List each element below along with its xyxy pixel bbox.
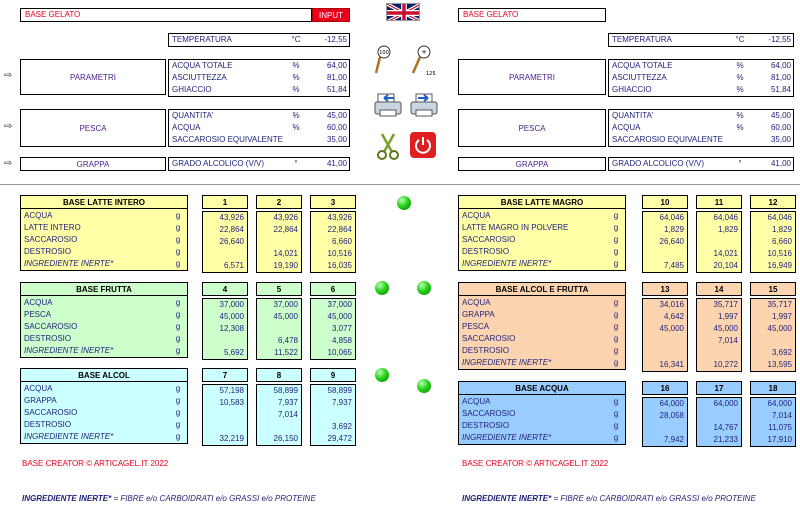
value-cell: 1,829 — [771, 225, 792, 234]
right-title-box: BASE GELATO — [458, 8, 606, 22]
row-unit: g — [613, 346, 619, 355]
value-cell — [257, 236, 301, 248]
value-cell: 14,021 — [273, 249, 298, 258]
left-parametri-box — [168, 59, 350, 97]
value-cell: 10,516 — [327, 249, 352, 258]
value-cell: 34,016 — [659, 300, 684, 309]
value-cell: 58,899 — [327, 386, 352, 395]
section-divider — [0, 184, 800, 185]
block-title: BASE LATTE INTERO — [21, 196, 187, 209]
row-unit: g — [613, 211, 619, 220]
row-label: SACCAROSIO — [462, 409, 516, 418]
block-alcol — [20, 368, 188, 444]
row-label: ACQUA — [462, 298, 491, 307]
row-value: 81,00 — [770, 73, 791, 82]
column-header: 11 — [696, 195, 742, 209]
row-value: 41,00 — [326, 159, 347, 168]
row-value: 45,00 — [770, 111, 791, 120]
value-cell: 57,198 — [219, 386, 244, 395]
value-cell: 7,014 — [771, 411, 792, 420]
value-cell: 45,000 — [219, 312, 244, 321]
row-label: GRAPPA — [24, 396, 57, 405]
row-unit: g — [175, 420, 181, 429]
value-cell: 64,046 — [713, 213, 738, 222]
row-label: ACQUA — [24, 298, 53, 307]
temperatura-unit: °C — [735, 35, 745, 44]
value-cell: 16,949 — [767, 261, 792, 270]
row-label: ACQUA — [24, 384, 53, 393]
row-unit: g — [613, 223, 619, 232]
value-column — [202, 384, 248, 446]
row-label: ACQUA TOTALE — [172, 61, 233, 70]
value-column — [750, 397, 796, 447]
arrow-right-icon: ⇨ — [4, 70, 13, 81]
value-cell: 26,640 — [659, 237, 684, 246]
value-cell: 3,692 — [771, 348, 792, 357]
value-column — [696, 397, 742, 447]
left-pesca-label: PESCA — [20, 109, 166, 147]
green-dot-icon[interactable] — [375, 281, 389, 295]
column-header: 16 — [642, 381, 688, 395]
row-label: SACCAROSIO EQUIVALENTE — [172, 135, 283, 144]
value-cell — [697, 236, 741, 248]
value-cell: 17,910 — [767, 435, 792, 444]
row-unit: g — [175, 334, 181, 343]
left-temperatura-box — [168, 33, 350, 47]
column-header: 17 — [696, 381, 742, 395]
block-frutta — [20, 282, 188, 358]
block-title: BASE ALCOL E FRUTTA — [459, 283, 625, 296]
row-unit: g — [175, 223, 181, 232]
row-unit: g — [175, 235, 181, 244]
row-label: DESTROSIO — [462, 346, 510, 355]
column-header: 4 — [202, 282, 248, 296]
right-temperatura-box — [608, 33, 794, 47]
value-column — [750, 298, 796, 372]
value-cell: 7,014 — [717, 336, 738, 345]
row-label: GHIACCIO — [612, 85, 652, 94]
row-unit: g — [613, 235, 619, 244]
column-header: 8 — [256, 368, 302, 382]
value-cell: 64,000 — [767, 399, 792, 408]
row-label: ACQUA — [462, 211, 491, 220]
value-cell: 4,858 — [331, 336, 352, 345]
value-cell: 6,478 — [277, 336, 298, 345]
row-unit: % — [292, 73, 300, 82]
value-cell — [257, 421, 301, 433]
value-cell: 19,190 — [273, 261, 298, 270]
row-value: 41,00 — [770, 159, 791, 168]
row-label: INGREDIENTE INERTE* — [462, 358, 552, 367]
value-cell: 45,000 — [327, 312, 352, 321]
value-cell — [257, 323, 301, 335]
row-unit: % — [292, 111, 300, 120]
value-cell: 10,516 — [767, 249, 792, 258]
row-label: DESTROSIO — [24, 420, 72, 429]
column-header: 15 — [750, 282, 796, 296]
row-value: 81,00 — [326, 73, 347, 82]
column-header: 2 — [256, 195, 302, 209]
value-column — [696, 211, 742, 273]
row-unit: ° — [738, 159, 742, 168]
value-cell: 35,717 — [713, 300, 738, 309]
value-cell: 35,717 — [767, 300, 792, 309]
credit-right: BASE CREATOR © ARTICAGEL.IT 2022 — [462, 459, 609, 468]
value-cell: 22,864 — [327, 225, 352, 234]
left-title-box: BASE GELATO — [20, 8, 312, 22]
value-cell: 37,000 — [219, 300, 244, 309]
value-cell — [203, 335, 247, 347]
uk-flag-icon[interactable] — [386, 3, 420, 21]
value-column — [256, 384, 302, 446]
value-cell: 12,308 — [219, 324, 244, 333]
value-cell: 5,692 — [223, 348, 244, 357]
value-cell: 16,035 — [327, 261, 352, 270]
row-unit: g — [613, 310, 619, 319]
value-cell — [697, 410, 741, 422]
row-label: DESTROSIO — [24, 247, 72, 256]
arrow-right-icon: ⇨ — [4, 158, 13, 169]
value-cell: 3,692 — [331, 422, 352, 431]
value-cell: 37,000 — [327, 300, 352, 309]
power-icon[interactable] — [410, 132, 436, 158]
value-cell — [203, 421, 247, 433]
row-unit: g — [613, 433, 619, 442]
row-unit: ° — [294, 159, 298, 168]
left-grappa-label: GRAPPA — [20, 157, 166, 171]
value-column — [202, 298, 248, 360]
right-pesca-label: PESCA — [458, 109, 606, 147]
column-header: 6 — [310, 282, 356, 296]
column-header: 12 — [750, 195, 796, 209]
value-cell: 64,046 — [767, 213, 792, 222]
row-label: ACQUA — [24, 211, 53, 220]
block-title: BASE ACQUA — [459, 382, 625, 395]
green-dot-icon[interactable] — [417, 281, 431, 295]
row-label: DESTROSIO — [24, 334, 72, 343]
value-cell: 64,000 — [713, 399, 738, 408]
row-label: INGREDIENTE INERTE* — [24, 259, 114, 268]
row-unit: g — [175, 211, 181, 220]
value-cell: 10,065 — [327, 348, 352, 357]
value-column — [310, 211, 356, 273]
row-unit: g — [175, 432, 181, 441]
row-label: SACCAROSIO — [462, 334, 516, 343]
row-unit: % — [292, 123, 300, 132]
value-cell: 7,485 — [663, 261, 684, 270]
right-grappa-box — [608, 157, 794, 171]
value-column — [310, 298, 356, 360]
row-unit — [283, 134, 309, 146]
value-column — [696, 298, 742, 372]
row-unit: g — [175, 247, 181, 256]
block-alcol-frutta — [458, 282, 626, 370]
row-unit: g — [613, 397, 619, 406]
block-latte-magro — [458, 195, 626, 271]
column-header: 14 — [696, 282, 742, 296]
input-button[interactable]: INPUT — [312, 8, 350, 22]
value-cell — [643, 347, 687, 359]
value-column — [642, 211, 688, 273]
right-grappa-label: GRAPPA — [458, 157, 606, 171]
value-cell: 11,075 — [768, 423, 792, 432]
value-column — [642, 397, 688, 447]
left-parametri-label: PARAMETRI — [20, 59, 166, 95]
value-cell: 4,642 — [663, 312, 684, 321]
column-header: 18 — [750, 381, 796, 395]
arrow-right-icon: ⇨ — [4, 121, 13, 132]
temperatura-value: -12,55 — [768, 35, 791, 44]
value-cell: 7,942 — [663, 435, 684, 444]
temperatura-unit: °C — [291, 35, 301, 44]
note-rest: = FIBRE e/o CARBOIDRATI e/o GRASSI e/o PROTEINE — [551, 494, 756, 503]
value-cell: 45,000 — [659, 324, 684, 333]
value-cell: 6,571 — [223, 261, 244, 270]
row-label: LATTE MAGRO IN POLVERE — [462, 223, 569, 232]
value-column — [256, 298, 302, 360]
row-unit: g — [613, 322, 619, 331]
value-cell: 45,000 — [713, 324, 738, 333]
green-dot-icon[interactable] — [397, 196, 411, 210]
value-cell — [643, 248, 687, 260]
svg-text:125: 125 — [426, 71, 436, 76]
row-label: DESTROSIO — [462, 421, 510, 430]
row-unit: g — [175, 322, 181, 331]
row-label: PESCA — [24, 310, 52, 319]
value-cell: 1,829 — [717, 225, 738, 234]
value-cell: 16,341 — [659, 360, 684, 369]
row-unit: g — [613, 298, 619, 307]
value-cell: 29,472 — [327, 434, 352, 443]
block-acqua — [458, 381, 626, 445]
row-label: INGREDIENTE INERTE* — [462, 433, 552, 442]
row-value: 60,00 — [326, 123, 347, 132]
value-cell: 20,104 — [713, 261, 738, 270]
row-unit: g — [175, 310, 181, 319]
row-value: 35,00 — [326, 135, 347, 144]
value-cell — [697, 347, 741, 359]
value-cell: 7,014 — [277, 410, 298, 419]
row-label: DESTROSIO — [462, 247, 510, 256]
row-unit: g — [613, 409, 619, 418]
note-strong: INGREDIENTE INERTE* — [462, 494, 552, 503]
column-header: 9 — [310, 368, 356, 382]
row-label: ASCIUTTEZZA — [172, 73, 227, 82]
value-cell: 1,997 — [717, 312, 738, 321]
zoom-125-icon[interactable] — [410, 44, 438, 76]
column-header: 1 — [202, 195, 248, 209]
row-label: ASCIUTTEZZA — [612, 73, 667, 82]
temperatura-label: TEMPERATURA — [612, 35, 672, 44]
value-cell — [643, 335, 687, 347]
row-label: QUANTITA' — [612, 111, 654, 120]
note-left — [22, 494, 316, 503]
row-unit: g — [613, 247, 619, 256]
value-cell: 1,997 — [771, 312, 792, 321]
row-label: GHIACCIO — [172, 85, 212, 94]
left-grappa-box — [168, 157, 350, 171]
row-unit — [727, 134, 753, 146]
value-cell: 6,660 — [331, 237, 352, 246]
value-cell: 43,926 — [219, 213, 244, 222]
print-left-icon[interactable] — [374, 92, 402, 118]
note-strong: INGREDIENTE INERTE* — [22, 494, 112, 503]
row-label: GRADO ALCOLICO (V/V) — [612, 159, 705, 168]
value-cell: 7,937 — [277, 398, 298, 407]
value-column — [202, 211, 248, 273]
row-label: SACCAROSIO — [24, 408, 78, 417]
temperatura-value: -12,55 — [324, 35, 347, 44]
note-rest: = FIBRE e/o CARBOIDRATI e/o GRASSI e/o PROTEINE — [111, 494, 316, 503]
left-pesca-box — [168, 109, 350, 147]
value-cell — [643, 422, 687, 434]
value-cell: 37,000 — [273, 300, 298, 309]
block-title: BASE ALCOL — [21, 369, 187, 382]
row-unit: g — [175, 384, 181, 393]
value-cell — [311, 409, 355, 421]
row-value: 35,00 — [770, 135, 791, 144]
svg-text:100: 100 — [379, 50, 389, 56]
temperatura-label: TEMPERATURA — [172, 35, 232, 44]
row-unit: % — [736, 85, 744, 94]
row-label: GRAPPA — [462, 310, 495, 319]
value-cell: 43,926 — [273, 213, 298, 222]
row-unit: g — [613, 358, 619, 367]
value-cell: 45,000 — [273, 312, 298, 321]
row-unit: g — [175, 346, 181, 355]
value-cell: 11,522 — [274, 348, 298, 357]
row-unit: g — [613, 334, 619, 343]
value-cell: 22,864 — [273, 225, 298, 234]
row-unit: % — [736, 61, 744, 70]
value-cell: 14,767 — [713, 423, 738, 432]
value-cell: 21,233 — [713, 435, 738, 444]
value-column — [310, 384, 356, 446]
row-unit: g — [613, 421, 619, 430]
right-parametri-box — [608, 59, 794, 97]
green-dot-icon[interactable] — [417, 379, 431, 393]
value-column — [642, 298, 688, 372]
value-cell: 64,000 — [659, 399, 684, 408]
right-pesca-box — [608, 109, 794, 147]
row-label: PESCA — [462, 322, 490, 331]
value-cell: 26,640 — [219, 237, 244, 246]
credit-left: BASE CREATOR © ARTICAGEL.IT 2022 — [22, 459, 169, 468]
row-value: 51,84 — [326, 85, 347, 94]
value-cell: 22,864 — [219, 225, 244, 234]
value-cell: 43,926 — [327, 213, 352, 222]
value-cell: 10,583 — [219, 398, 244, 407]
value-cell: 6,660 — [771, 237, 792, 246]
value-column — [750, 211, 796, 273]
row-unit: % — [736, 73, 744, 82]
row-unit: g — [175, 259, 181, 268]
row-unit: % — [292, 85, 300, 94]
column-header: 7 — [202, 368, 248, 382]
row-label: INGREDIENTE INERTE* — [24, 346, 114, 355]
value-cell: 1,829 — [663, 225, 684, 234]
value-cell: 58,899 — [273, 386, 298, 395]
value-cell: 10,272 — [713, 360, 738, 369]
row-unit: g — [175, 408, 181, 417]
right-parametri-label: PARAMETRI — [458, 59, 606, 95]
value-cell — [751, 335, 795, 347]
block-latte-intero — [20, 195, 188, 271]
value-column — [256, 211, 302, 273]
value-cell: 28,058 — [659, 411, 684, 420]
row-label: GRADO ALCOLICO (V/V) — [172, 159, 265, 168]
value-cell: 13,595 — [767, 360, 792, 369]
row-label: INGREDIENTE INERTE* — [462, 259, 552, 268]
value-cell: 7,937 — [331, 398, 352, 407]
row-label: SACCAROSIO EQUIVALENTE — [612, 135, 723, 144]
print-right-icon[interactable] — [410, 92, 438, 118]
row-value: 60,00 — [770, 123, 791, 132]
row-label: ACQUA — [462, 397, 491, 406]
row-label: QUANTITA' — [172, 111, 214, 120]
value-cell: 45,000 — [767, 324, 792, 333]
row-label: INGREDIENTE INERTE* — [24, 432, 114, 441]
green-dot-icon[interactable] — [375, 368, 389, 382]
value-cell: 26,150 — [273, 434, 298, 443]
column-header: 3 — [310, 195, 356, 209]
row-label: SACCAROSIO — [24, 235, 78, 244]
column-header: 13 — [642, 282, 688, 296]
row-label: ACQUA TOTALE — [612, 61, 673, 70]
row-value: 45,00 — [326, 111, 347, 120]
value-cell: 32,219 — [219, 434, 244, 443]
scissors-icon[interactable] — [374, 132, 402, 158]
row-unit: g — [613, 259, 619, 268]
row-value: 51,84 — [770, 85, 791, 94]
row-value: 64,00 — [770, 61, 791, 70]
svg-text:+: + — [421, 48, 427, 56]
row-unit: % — [736, 123, 744, 132]
row-unit: % — [292, 61, 300, 70]
row-value: 64,00 — [326, 61, 347, 70]
block-title: BASE FRUTTA — [21, 283, 187, 296]
zoom-100-icon[interactable] — [374, 44, 402, 70]
value-cell: 3,077 — [331, 324, 352, 333]
row-unit: g — [175, 396, 181, 405]
note-right — [462, 494, 756, 503]
block-title: BASE LATTE MAGRO — [459, 196, 625, 209]
row-unit: g — [175, 298, 181, 307]
value-cell — [203, 248, 247, 260]
row-unit: % — [736, 111, 744, 120]
value-cell: 64,046 — [659, 213, 684, 222]
row-label: SACCAROSIO — [462, 235, 516, 244]
column-header: 10 — [642, 195, 688, 209]
column-header: 5 — [256, 282, 302, 296]
row-label: LATTE INTERO — [24, 223, 81, 232]
value-cell: 14,021 — [713, 249, 738, 258]
row-label: ACQUA — [612, 123, 641, 132]
value-cell — [203, 409, 247, 421]
row-label: SACCAROSIO — [24, 322, 78, 331]
row-label: ACQUA — [172, 123, 201, 132]
